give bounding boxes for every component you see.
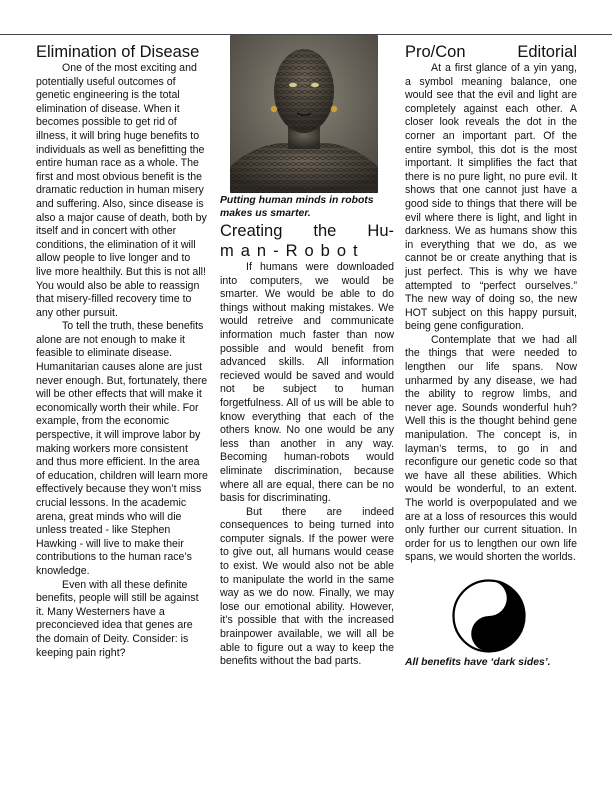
column-elimination-of-disease <box>36 42 208 660</box>
photo-caption: Putting human minds in robots makes us smarter. <box>220 195 374 219</box>
yin-yang-icon <box>452 579 526 653</box>
article-heading-elimination: Elimination of Disease <box>36 43 200 61</box>
article-body-elimination <box>36 62 208 660</box>
paragraph-1: If humans were downloaded into computers, we would be smarter. We would be able to do things without making mistakes. We would retreive and communicate information much faster than now possible and would benefit from advanced skills. All information recieved would be saved and would not be subject to human forgetfulness. All of us will be able to know everything that each of the others know. No one would be any less than another in any way. Becoming human-robots would eliminate discrimination, because where all are equal, there can be no basis for discriminating. <box>220 261 394 505</box>
article-body-human-robot <box>220 261 394 669</box>
article-body-editorial <box>405 62 577 565</box>
heading-left: Pro/Con <box>405 43 466 61</box>
paragraph-3: Even with all these definite benefits, people will still be against it. Many Westerners have a preconcieved idea that genes are the domain of Deity. Consider: is keeping pain right? <box>36 578 199 659</box>
heading-line-2: man-Robot <box>220 242 365 260</box>
paragraph-1: One of the most exciting and potentially useful outcomes of genetic engineering is the total elimination of disease. When it becomes possible to get rid of illness, it will bring huge benefits to individuals as well as benefitting the entire human race as a whole. The first and most obvious benefit is the dramatic reduction in human misery and suffering. Also, since disease is also a major cause of death, both by itself and in concert with other conditions, the elimination of it will allow people to live longer and to live more healthily. But this is not all! You would also be able to reassign that misery-filled recovery time to any other pursuit. <box>36 62 207 319</box>
symbol-caption: All benefits have ‘dark sides’. <box>405 656 551 668</box>
heading-right: Editorial <box>517 43 577 61</box>
tattooed-man-photo <box>230 35 378 193</box>
article-heading-editorial <box>405 42 577 62</box>
paragraph-2: Contemplate that we had all the things that were needed to lengthen our life spans. Now unharmed by any disease, we had the ability to regrow limbs, and never age. Sounds wonderful huh? Well this is the thought behind gene manipulation. The concept is, in layman’s terms, to go in and reconfigure our genetic code so that we have all these abilities. Which would be wonderful, to an extent. The world is overpopulated and we are at a loss of resources this would only further our current situation. In order for us to lengthen our own life spans, we would shorten the worlds. <box>405 333 577 564</box>
column-human-robot <box>220 42 394 669</box>
column-pro-con-editorial <box>405 42 577 668</box>
paragraph-2: But there are indeed consequences to being turned into computer signals. If the power were to give out, all humans would cease to exist. We would also not be able to manipulate the world in the same way as we do now. Finally, we may lose our emotional ability. However, it’s possible that with the increased brainpower available, we will all be able to figure out a way to keep the benefits without the bad parts. <box>220 505 394 668</box>
paragraph-1: At a first glance of a yin yang, a symbol meaning balance, one would see that the evil and light are completely against each other. A closer look reveals the dot in the corner an important part. Of the entire symbol, this dot is the most important. It simplifies the fact that there is no pure light, no pure evil. It shows that one cannot just have a good side to things that there will be evil where there is light, and light in darkness. We as humans show this in everything that we do, as we cannot be or create anything that is just perfect. This is why we have attempted to “perfect ourselves.” The new way of doing so, the new HOT subject on this happy pursuit, being gene configuration. <box>405 62 577 333</box>
article-heading-human-robot <box>220 221 394 261</box>
heading-line-1: Creating the Hu- <box>220 222 394 240</box>
paragraph-2: To tell the truth, these benefits alone are not enough to make it feasible to eliminate disease. Humanitarian causes alone are just never enough. But, fortunately, there will be other effects that will make it economically worth their while. For example, from the economic perspective, it will improve labor by making workers more consistent and thus more efficient. In the area of education, children will learn more effectively because they won’t miss crucial lessons. In the academic arena, great minds who will die unless treated - like Stephen Hawking - will live to make their contributions to the human race’s knowledge. <box>36 320 208 577</box>
